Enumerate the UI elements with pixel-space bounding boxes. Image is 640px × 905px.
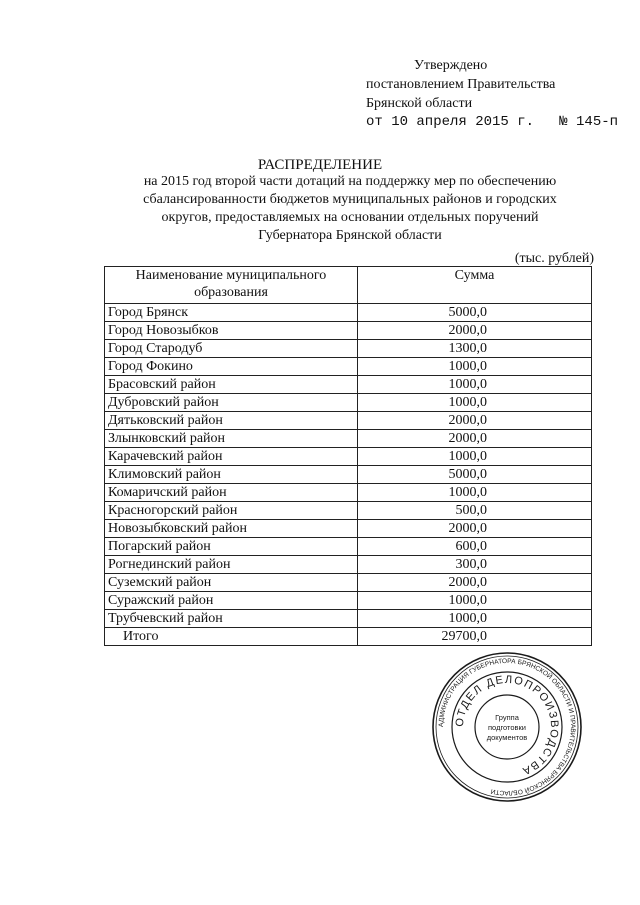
total-row	[105, 628, 592, 646]
row-amount: 1000,0	[358, 610, 592, 628]
row-amount: 300,0	[358, 556, 592, 574]
subtitle-line: округов, предоставляемых на основании отдельных поручений	[161, 210, 539, 225]
table-row	[105, 304, 592, 322]
table-body	[105, 304, 592, 646]
row-name: Погарский район	[105, 538, 358, 556]
table-row	[105, 466, 592, 484]
stamp-outer-text: АДМИНИСТРАЦИЯ ГУБЕРНАТОРА БРЯНСКОЙ ОБЛАСТИ И ПРАВИТЕЛЬСТВА БРЯНСКОЙ ОБЛАСТИ	[437, 657, 577, 797]
table-row	[105, 538, 592, 556]
row-name: Рогнединский район	[105, 556, 358, 574]
row-name: Злынковский район	[105, 430, 358, 448]
row-amount: 1000,0	[358, 376, 592, 394]
approval-resolution: постановлением Правительства	[366, 77, 556, 92]
header-amount: Сумма	[358, 267, 592, 304]
row-name: Брасовский район	[105, 376, 358, 394]
table-row	[105, 376, 592, 394]
row-amount: 5000,0	[358, 304, 592, 322]
row-name: Новозыбковский район	[105, 520, 358, 538]
row-amount: 5000,0	[358, 466, 592, 484]
total-name: Итого	[105, 628, 358, 646]
stamp-center-line: подготовки	[488, 723, 526, 732]
row-amount: 2000,0	[358, 520, 592, 538]
table-row	[105, 484, 592, 502]
row-amount: 2000,0	[358, 322, 592, 340]
row-name: Город Новозыбков	[105, 322, 358, 340]
row-amount: 600,0	[358, 538, 592, 556]
row-amount: 2000,0	[358, 412, 592, 430]
table-row	[105, 610, 592, 628]
row-amount: 1000,0	[358, 484, 592, 502]
row-name: Суражский район	[105, 592, 358, 610]
table-row	[105, 574, 592, 592]
header-name: Наименование муниципального образования	[105, 267, 358, 304]
table-row	[105, 358, 592, 376]
stamp-center-line: Группа	[495, 713, 519, 722]
table-row	[105, 592, 592, 610]
table-row	[105, 520, 592, 538]
row-amount: 1300,0	[358, 340, 592, 358]
row-name: Комаричский район	[105, 484, 358, 502]
table-header-row	[105, 267, 592, 304]
table-row	[105, 430, 592, 448]
approval-block	[366, 56, 618, 132]
stamp-center-line: документов	[486, 733, 528, 742]
table-row	[105, 340, 592, 358]
row-amount: 1000,0	[358, 448, 592, 466]
row-amount: 500,0	[358, 502, 592, 520]
row-name: Дубровский район	[105, 394, 358, 412]
table-row	[105, 322, 592, 340]
official-stamp	[430, 650, 584, 804]
row-name: Город Стародуб	[105, 340, 358, 358]
document-title: РАСПРЕДЕЛЕНИЕ	[257, 157, 383, 173]
row-name: Трубчевский район	[105, 610, 358, 628]
total-amount: 29700,0	[358, 628, 592, 646]
row-amount: 1000,0	[358, 394, 592, 412]
table-row	[105, 502, 592, 520]
stamp-inner-text: ОТДЕЛ ДЕЛОПРОИЗВОДСТВА	[453, 673, 561, 778]
row-name: Карачевский район	[105, 448, 358, 466]
approval-region: Брянской области	[366, 96, 473, 111]
row-amount: 2000,0	[358, 574, 592, 592]
subtitle-line: на 2015 год второй части дотаций на поддержку мер по обеспечению	[143, 174, 557, 189]
subtitle-line: Губернатора Брянской области	[258, 228, 442, 243]
row-amount: 1000,0	[358, 358, 592, 376]
table-row	[105, 412, 592, 430]
approval-date-number: от 10 апреля 2015 г. № 145-п	[366, 114, 619, 130]
table-row	[105, 448, 592, 466]
row-name: Город Фокино	[105, 358, 358, 376]
row-name: Красногорский район	[105, 502, 358, 520]
table-row	[105, 556, 592, 574]
row-name: Климовский район	[105, 466, 358, 484]
units-label: (тыс. рублей)	[514, 251, 594, 266]
row-amount: 1000,0	[358, 592, 592, 610]
subtitle-line: сбалансированности бюджетов муниципальных районов и городских	[143, 192, 557, 207]
distribution-table	[104, 266, 592, 646]
document-subtitle	[110, 173, 590, 245]
table-row	[105, 394, 592, 412]
row-name: Город Брянск	[105, 304, 358, 322]
row-name: Дятьковский район	[105, 412, 358, 430]
approval-title: Утверждено	[414, 58, 488, 73]
row-amount: 2000,0	[358, 430, 592, 448]
row-name: Суземский район	[105, 574, 358, 592]
